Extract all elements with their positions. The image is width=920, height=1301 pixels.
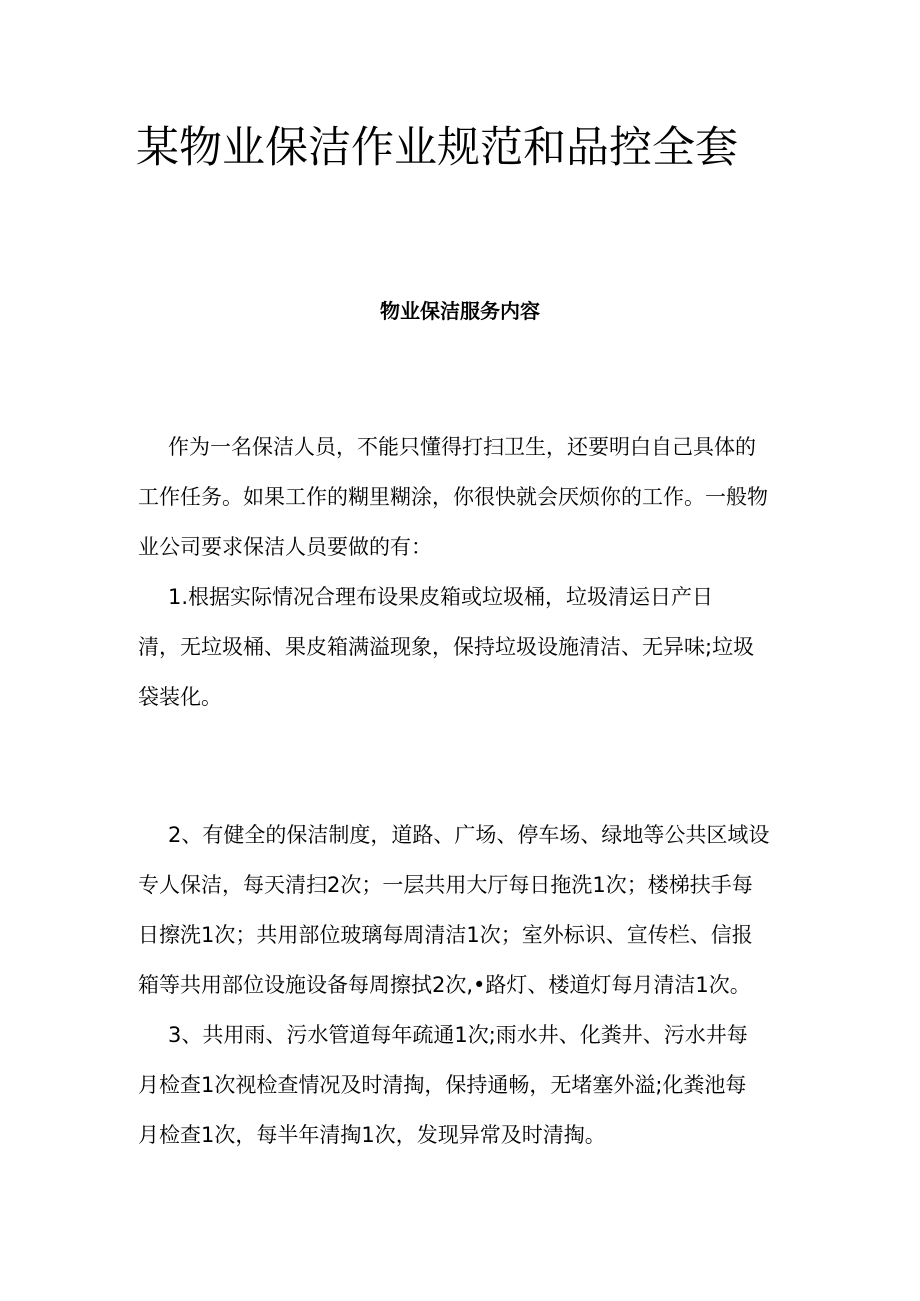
section-heading: 物业保洁服务内容 [380,299,540,323]
document-title: 某物业保洁作业规范和品控全套 [136,123,738,173]
paragraph-line: 日擦洗1次；共用部位玻璃每周清洁1次；室外标识、宣传栏、信报 [138,923,753,947]
paragraph-line: 箱等共用部位设施设备每周擦拭2次,•路灯、楼道灯每月清洁1次。 [138,973,751,997]
paragraph-line: 3、共用雨、污水管道每年疏通1次;雨水井、化粪井、污水井每 [168,1023,748,1047]
paragraph-line: 袋装化。 [138,685,222,709]
paragraph-item-2 [138,810,788,1010]
paragraph-line: 专人保洁，每天清扫2次；一层共用大厅每日拖洗1次；楼梯扶手每 [138,873,753,897]
paragraph-line: 工作任务。如果工作的糊里糊涂，你很快就会厌烦你的工作。一般物 [138,485,768,509]
paragraph-line: 月检查1次视检查情况及时清掏，保持通畅，无堵塞外溢;化粪池每 [138,1073,747,1097]
paragraph-intro [138,422,788,572]
paragraph-line: 2、有健全的保洁制度，道路、广场、停车场、绿地等公共区域设 [168,823,770,847]
paragraph-line: 1.根据实际情况合理布设果皮箱或垃圾桶，垃圾清运日产日 [168,585,714,609]
paragraph-item-3 [138,1010,788,1160]
paragraph-line: 月检查1次，每半年清掏1次，发现异常及时清掏。 [138,1123,606,1147]
paragraph-line: 业公司要求保洁人员要做的有： [138,535,432,559]
paragraph-line: 作为一名保洁人员，不能只懂得打扫卫生，还要明白自己具体的 [168,435,756,459]
paragraph-line: 清，无垃圾桶、果皮箱满溢现象，保持垃圾设施清洁、无异味;垃圾 [138,635,755,659]
paragraph-item-1 [138,572,788,722]
